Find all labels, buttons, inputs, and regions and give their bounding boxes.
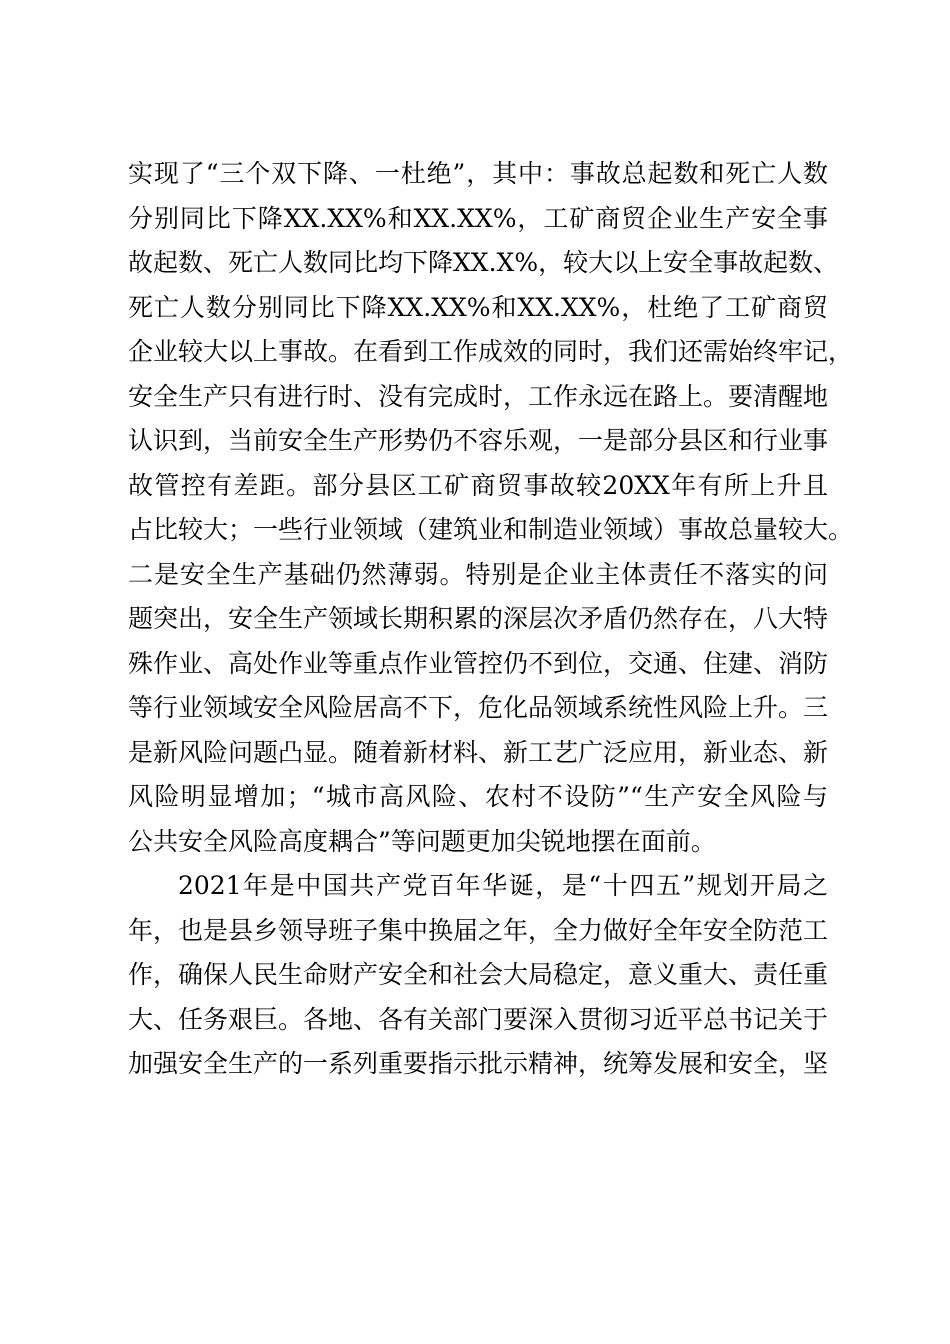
paragraph-line: 安全生产只有进行时、没有完成时，工作永远在路上。要清醒地 bbox=[128, 381, 829, 411]
paragraph-line: 年，也是县乡领导班子集中换届之年，全力做好全年安全防范工 bbox=[128, 915, 829, 945]
paragraph-line: 故管控有差距。部分县区工矿商贸事故较20XX年有所上升且 bbox=[128, 470, 828, 500]
paragraph-line: 作，确保人民生命财产安全和社会大局稳定，意义重大、责任重 bbox=[128, 960, 829, 989]
paragraph-line: 认识到，当前安全生产形势仍不容乐观，一是部分县区和行业事 bbox=[128, 426, 829, 455]
paragraph-line: 殊作业、高处作业等重点作业管控仍不到位，交通、住建、消防 bbox=[128, 648, 829, 678]
paragraph-line: 是新风险问题凸显。随着新材料、新工艺广泛应用，新业态、新 bbox=[128, 737, 829, 767]
paragraph-line: 风险明显增加；“城市高风险、农村不设防”“生产安全风险与 bbox=[128, 782, 828, 811]
paragraph-1 bbox=[128, 152, 854, 864]
paragraph-line: 大、任务艰巨。各地、各有关部门要深入贯彻习近平总书记关于 bbox=[128, 1004, 829, 1034]
paragraph-line: 等行业领域安全风险居高不下，危化品领域系统性风险上升。三 bbox=[128, 693, 829, 722]
paragraph-2 bbox=[128, 864, 828, 1087]
paragraph-line: 2021年是中国共产党百年华诞，是“十四五”规划开局之 bbox=[178, 871, 828, 900]
paragraph-line: 二是安全生产基础仍然薄弱。特别是企业主体责任不落实的问 bbox=[128, 559, 828, 589]
paragraph-line: 题突出，安全生产领域长期积累的深层次矛盾仍然存在，八大特 bbox=[128, 604, 829, 633]
document-body bbox=[128, 152, 854, 1087]
paragraph-line: 占比较大；一些行业领域（建筑业和制造业领域）事故总量较大。 bbox=[128, 515, 854, 544]
paragraph-line: 企业较大以上事故。在看到工作成效的同时，我们还需始终牢记， bbox=[128, 337, 854, 366]
paragraph-line: 故起数、死亡人数同比均下降XX.X%，较大以上安全事故起数、 bbox=[128, 248, 839, 277]
paragraph-line: 分别同比下降XX.XX%和XX.XX%，工矿商贸企业生产安全事 bbox=[128, 203, 828, 233]
paragraph-line: 实现了“三个双下降、一杜绝”，其中：事故总起数和死亡人数 bbox=[128, 159, 828, 188]
paragraph-line: 死亡人数分别同比下降XX.XX%和XX.XX%，杜绝了工矿商贸 bbox=[128, 292, 828, 322]
paragraph-line: 加强安全生产的一系列重要指示批示精神，统筹发展和安全，坚 bbox=[128, 1049, 829, 1078]
paragraph-line: 公共安全风险高度耦合”等问题更加尖锐地摆在面前。 bbox=[128, 826, 716, 856]
